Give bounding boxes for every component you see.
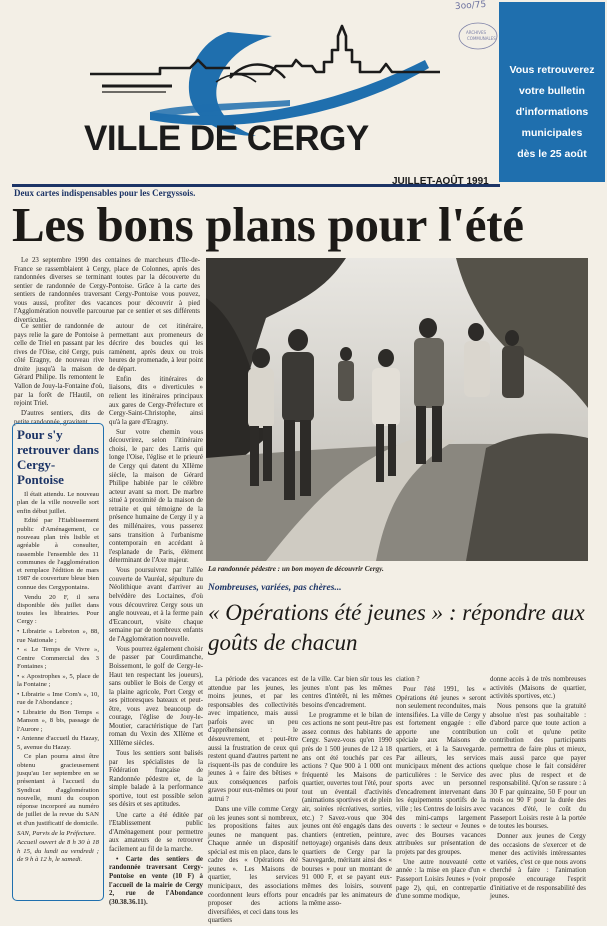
second-col4-para: donne accès à de très nombreuses activités (Maisons de quartier, activités sportives, etc.): [490, 676, 586, 701]
second-kicker: Nombreuses, variées, pas chères...: [208, 583, 342, 593]
sidebar-para: Il était attendu. Le nouveau plan de la ville nouvelle sort enfin début juillet.: [17, 491, 99, 515]
lead-column-1b: [14, 323, 104, 426]
lead-column-2: [109, 323, 203, 906]
lead-kicker: Deux cartes indispensables pour les Cergyssois.: [14, 188, 196, 198]
second-headline: « Opérations été jeunes » : répondre aux goûts de chacun: [208, 600, 585, 655]
sidebar-para: • Antenne d'accueil du Hazay, 5, avenue du Hazay.: [17, 735, 99, 751]
second-col3-para: ciation ?: [396, 676, 420, 683]
svg-text:COMMUNALES: COMMUNALES: [467, 36, 496, 41]
handwritten-stamp-number: 3oo/75: [454, 0, 487, 13]
second-col4-para: Nous pensons que la gratuité absolue n'est pas souhaitable : d'abord parce que toute action a un coût et qu'une petite contribution des participants permettra de faire plus et mieux, mais aussi parce que payer quelque chose le fait considérer avec plus de respect et de responsabilité. Qu'on se rassure : à 30 F par quinzaine, 50 F pour un mois ou 90 F pour la durée des vacances d'été, le coût du Passeport Loisirs reste à la portée de toutes les bourses.: [490, 703, 586, 831]
sidebar-para: • « Apostrophes », 5, place de la Fontaine ;: [17, 672, 99, 689]
lead-col2-para: autour de cet itinéraire, permettant aux promeneurs de décrire des boucles qui les ramènent, après deux ou trois heures de promenade, à leur point de départ.: [109, 323, 203, 373]
lead-col2-para: Vous poursuivrez par l'allée couverte de Vauréal, sépulture du Néolithique avant d'arriver au belvédère des Loctaines, d'où vous découvrirez Cergy sous un angle nouveau, et à la ferme pain d'Ecancourt, visite chaque semaine par de nombreux enfants de l'Agglomération nouvelle.: [109, 567, 203, 643]
svg-text:ARCHIVES: ARCHIVES: [466, 30, 487, 35]
hikers-photo-icon: [206, 258, 588, 561]
lead-col2-para: Tous les sentiers sont balisés par les spécialistes de la Fédération française de Randonnée pédestre et, de la simple balade à la performance sportive, tout est possible selon ses désirs et ses aptitudes.: [109, 750, 203, 809]
promo-line-1: Vous retrouverez: [509, 64, 595, 76]
lead-col1-para: D'autres sentiers, dits de petite randonnée, gravitent: [14, 410, 104, 426]
hikers-photo: [206, 258, 588, 561]
second-column-3: [396, 676, 486, 900]
sidebar-para: • Librairie « Lebreton », 88, rue Nationale ;: [17, 628, 99, 644]
sidebar-para: Vendu 20 F, il sera disponible dès juillet dans toutes les librairies. Pour Cergy :: [17, 593, 99, 626]
lead-col1-para: Le 23 septembre 1990 des centaines de marcheurs d'Ile-de-France se rassemblaient à Cergy, place de Colonnes, après des randonnées diverses se terminant toutes par la découverte du sentier de randonnée de Cergy-Pontoise. Grâce à la carte des sentiers de randonnées traversant Cergy-Pontoise vous pouvez, vous aussi, profiter des vacances pour découvrir à pied l'Agglomération nouvelle parcourue par ce sentier et ses différents diverticules.: [14, 257, 200, 324]
second-column-1: [208, 676, 298, 925]
sidebar-body: [17, 491, 99, 864]
promo-line-2: votre bulletin: [519, 85, 585, 97]
lead-col2-para: Une carte a été éditée par l'Etablissement public d'Aménagement pour permettre aux amateurs de se retrouver facilement au fil de la marche.: [109, 811, 203, 853]
promo-box: [499, 2, 605, 182]
promo-line-4: municipales: [521, 127, 583, 139]
lead-col2-para: Enfin des itinéraires de liaisons, dits « diverticules » relient les itinéraires principaux aux gares de Cergy-Préfecture et Cergy-Saint-Christophe, ainsi qu'à la gare d'Eragny.: [109, 375, 203, 426]
sidebar-para: Edité par l'Etablissement public d'Aménagement, ce nouveau plan très lisible et agréable à consulter, rassemble l'ensemble des 11 communes de l'agglomération et remplace l'édition de mars 1987 de couverture bleue bien connue des Cergypontains.: [17, 517, 99, 591]
second-col2-para: Le programme et le bilan de ces actions ne sont peut-être pas assez connus des habitants de Cergy. Savez-vous qu'en 1990 près de 1 500 jeunes de 12 à 18 ans ont été touchés par ces actions ? Que 900 à 1 000 ont fréquenté les Maisons de quartier, ouvertes tout l'été, pour tout un éventail d'activités (animations sportives et de plein air, soirées récréatives, sorties, etc.) ? Savez-vous que 304 jeunes ont été engagés dans des chantiers (entretien, peinture, nettoyage) organisés dans deux quartiers de Cergy par la Sauvegarde, méritant ainsi des « bourses » pour un montant de 91 000 F, et se payant eux-mêmes des loisirs, souvent encadrés par les animateurs de la même asso-: [302, 711, 392, 908]
lead-col2-para: Sur votre chemin vous découvrirez, selon l'itinéraire choisi, le parc des Larris qui longe l'Oise, l'église et le prieuré de Cergy qui datent du XIIème siècle, la maison de Gérard Philipe habitée par le célèbre acteur avant sa mort. De marbre situé à proximité de la maison de retraite et qui témoigne de la présence humaine de Cergy il y a des millénaires, vous passerez sans transition à l'urbanisme contemporain en accédant à l'esplanade de Paris, élément déterminant de l'Axe majeur.: [109, 428, 203, 565]
sidebar-footer: SAN, Parvis de la Préfecture.: [17, 829, 96, 837]
masthead-title: VILLE DE CERGY: [84, 119, 369, 158]
lead-col2-para: • Carte des sentiers de randonnée traversant Cergy-Pontoise en vente (10 F) à l'accueil de la mairie de Cergy 2, rue de l'Abondance (30.38.36.11).: [109, 855, 203, 906]
sidebar-title: Pour s'y retrouver dans Cergy-Pontoise: [17, 427, 99, 487]
second-column-4: [490, 676, 586, 900]
issue-date: JUILLET-AOÛT 1991: [392, 176, 489, 187]
second-col3-para: Pour l'été 1991, les « Opérations été jeunes » seront non seulement reconduites, mais intensifiées. La ville de Cergy y est fortement engagée : elle apporte une contribution spéciale aux Maisons de quartiers, et à la Sauvegarde. Par ailleurs, les services municipaux mènent des actions particulières : le Service des sports avec un personnel d'encadrement intervenant dans les équipements sportifs de la ville ; les Centres de loisirs avec des mini-camps largement ouverts : le secteur « Jeunes » avec des Bourses vacances attribuées sur présentation de projets par des groupes.: [396, 686, 486, 856]
sidebar-para: • Librairie « Ime Com's », 10, rue de l'Abondance ;: [17, 690, 99, 707]
sidebar-para: • Librairie du Bon Temps « Manson », 8 bis, passage de l'Aurore ;: [17, 708, 99, 733]
sidebar-para: • « Le Temps de Vivre », Centre Commercial des 3 Fontaines ;: [17, 646, 99, 670]
second-col3-para: Une autre nouveauté cette année : la mise en place d'un « Passeport Loisirs Jeunes » (voir page 2), qui, en contrepartie d'une somme modique,: [396, 858, 486, 901]
lead-col1-para: Ce sentier de randonnée de pays relie la gare de Pontoise à celle de Triel en passant par les rives de l'Oise, cité Cergy, puis côté Eragny, de nouveau rive droite jusqu'à la maison de Gérard Philipe. Ils remontent le Vallon de Jouy-la-Fontaine d'où, par la forêt de l'Hautil, on rejoint Triel.: [14, 323, 104, 408]
sidebar-box: [12, 423, 104, 901]
lead-col2-para: Vous pourrez également choisir de passer par Courdimanche, Boissemont, le golf de Cergy-le-Haut ten respectant les joueurs), sans oublier le Bois de Cergy et la plaine agricole, Port Cergy et ses pittoresques bateaux et peut-être, vous avez beaucoup de courage, l'église de Jouy-le-Moutier, caractéristique de l'art roman du Vexin des XIIème et XIIIème siècles.: [109, 645, 203, 747]
second-col4-para: Donner aux jeunes de Cergy des occasions de s'exercer et de mener des activités intéressantes et variées, c'est ce que nous avons cherché à faire : l'animation proposée encourage l'esprit d'initiative et de responsabilité des jeunes.: [490, 833, 586, 901]
lead-headline: Les bons plans pour l'été: [12, 197, 524, 252]
second-col1-para: La période des vacances est attendue par les jeunes, les moins jeunes, et par les responsables des collectivités avec impatience, mais aussi parfois avec un peu d'appréhension : le désœuvrement, et peut-être aussi la frustration de ceux qui restent quand d'autres partent ne risquent-ils pas de conduire les jeunes à « faire des bêtises » aux conséquences parfois graves pour eux-mêmes ou pour autrui ?: [208, 676, 298, 803]
photo-caption: La randonnée pédestre : un bon moyen de découvrir Cergy.: [208, 565, 384, 573]
second-col2-para: de la ville. Car bien sûr tous les jeunes n'ont pas les mêmes centres d'intérêt, ni les mêmes besoins d'encadrement.: [302, 676, 392, 709]
second-column-2: [302, 676, 392, 908]
sidebar-footer: Accueil ouvert de 8 h 30 à 18 h 15, du lundi au vendredi ; de 9 h à 12 h, le samedi.: [17, 839, 99, 863]
second-col1-para: Dans une ville comme Cergy où les jeunes sont si nombreux, les propositions faites aux jeunes ne manquent pas. Chaque année un dispositif spécial est mis en place, dans le cadre des « Opérations été jeunes ». Les Maisons de quartier, les services municipaux, des associations coordonnent leurs efforts pour proposer des actions diversifiées, et ceci dans tous les quartiers: [208, 805, 298, 925]
sidebar-para: Ce plan pourra ainsi être obtenu gracieusement jusqu'au 1er septembre en se présentant à l'accueil du Syndicat d'agglomération nouvelle, muni du coupon réponse incorporé au numéro de juillet de la revue du SAN et d'un justificatif de domicile.: [17, 753, 99, 827]
promo-line-3: d'informations: [515, 106, 589, 118]
promo-line-5: dès le 25 août: [517, 148, 587, 160]
